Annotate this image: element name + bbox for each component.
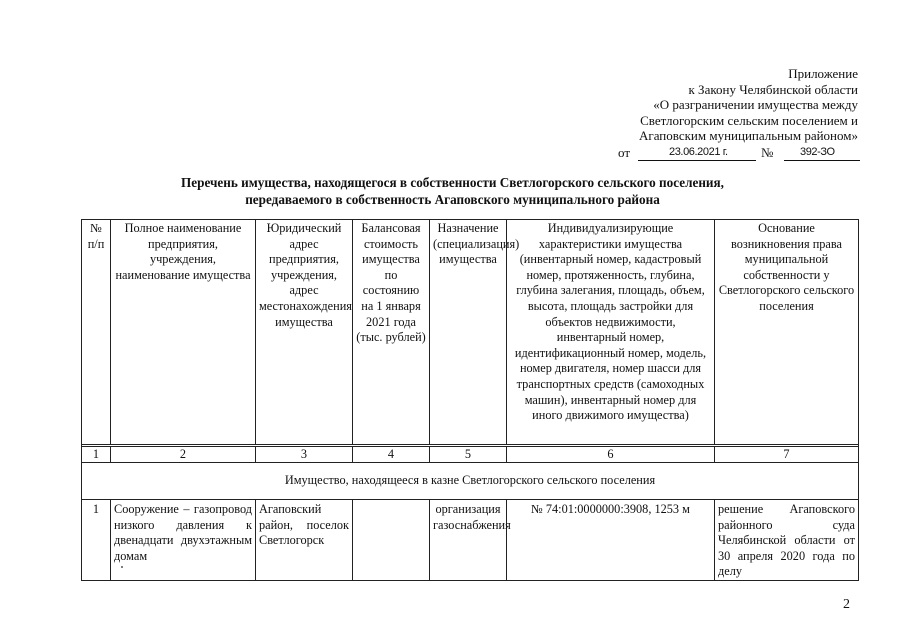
number-label: № [761,145,774,160]
appendix-line: Приложение [788,66,858,81]
scan-speck [121,566,123,568]
row-name: Сооружение – газопровод низкого давления к двенадцати двухэтажным домам [111,500,256,581]
section-row [82,463,859,500]
from-label: от [618,145,631,160]
column-number: 4 [353,447,430,463]
document-title [0,175,905,208]
column-number: 6 [507,447,715,463]
row-purpose: организация газоснабжения [430,500,507,581]
law-number: 392-ЗО [800,146,835,158]
column-number: 5 [430,447,507,463]
property-table [81,219,859,581]
page-number: 2 [843,597,850,612]
number-underline [784,160,860,161]
column-number: 3 [256,447,353,463]
table-row [82,500,859,581]
approval-line [618,145,860,161]
header-cell-purpose: Назначение (специализация) имущества [430,220,507,445]
header-cell-basis: Основание возникновения права муниципальной собственности у Светлогорского сельского поселения [715,220,859,445]
column-number: 2 [111,447,256,463]
header-cell-address: Юридический адрес предприятия, учреждения, адрес местонахождения имущества [256,220,353,445]
column-number: 1 [82,447,111,463]
appendix-header [639,66,858,144]
row-address: Агаповский район, поселок Светлогорск [256,500,353,581]
appendix-line: «О разграничении имущества между [653,97,858,113]
table-header-row [82,220,859,445]
law-date: 23.06.2021 г. [669,146,728,158]
header-cell-characteristics: Индивидуализирующие характеристики имущества (инвентарный номер, кадастровый номер, протяженность, глубина, глубина залегания, площадь, объем, высота, площадь застройки для объектов недвижимости, инвентарный номер, идентификационный номер, модель, номер двигателя, номер шасси для транспортных средств (самоходных машин), инвентарный номер для иного движимого имущества) [507,220,715,445]
title-line: передаваемого в собственность Агаповского муниципального района [245,191,660,207]
header-cell-cost: Балансовая стоимость имущества по состоянию на 1 января 2021 года (тыс. рублей) [353,220,430,445]
title-line: Перечень имущества, находящегося в собственности Светлогорского сельского поселения, [181,175,724,190]
column-number: 7 [715,447,859,463]
appendix-line: Светлогорским сельским поселением и [640,112,858,128]
appendix-line: к Закону Челябинской области [688,81,858,97]
section-title: Имущество, находящееся в казне Светлогорского сельского поселения [82,463,859,500]
appendix-line: Агаповским муниципальным районом» [638,128,858,144]
row-cost [353,500,430,581]
date-underline [638,160,756,161]
header-cell-num: № п/п [82,220,111,445]
row-basis: решение Агаповского районного суда Челябинской области от 30 апреля 2020 года по делу [715,500,859,581]
row-number: 1 [82,500,111,581]
row-characteristics: № 74:01:0000000:3908, 1253 м [507,500,715,581]
column-number-row [82,447,859,463]
header-cell-name: Полное наименование предприятия, учреждения, наименование имущества [111,220,256,445]
